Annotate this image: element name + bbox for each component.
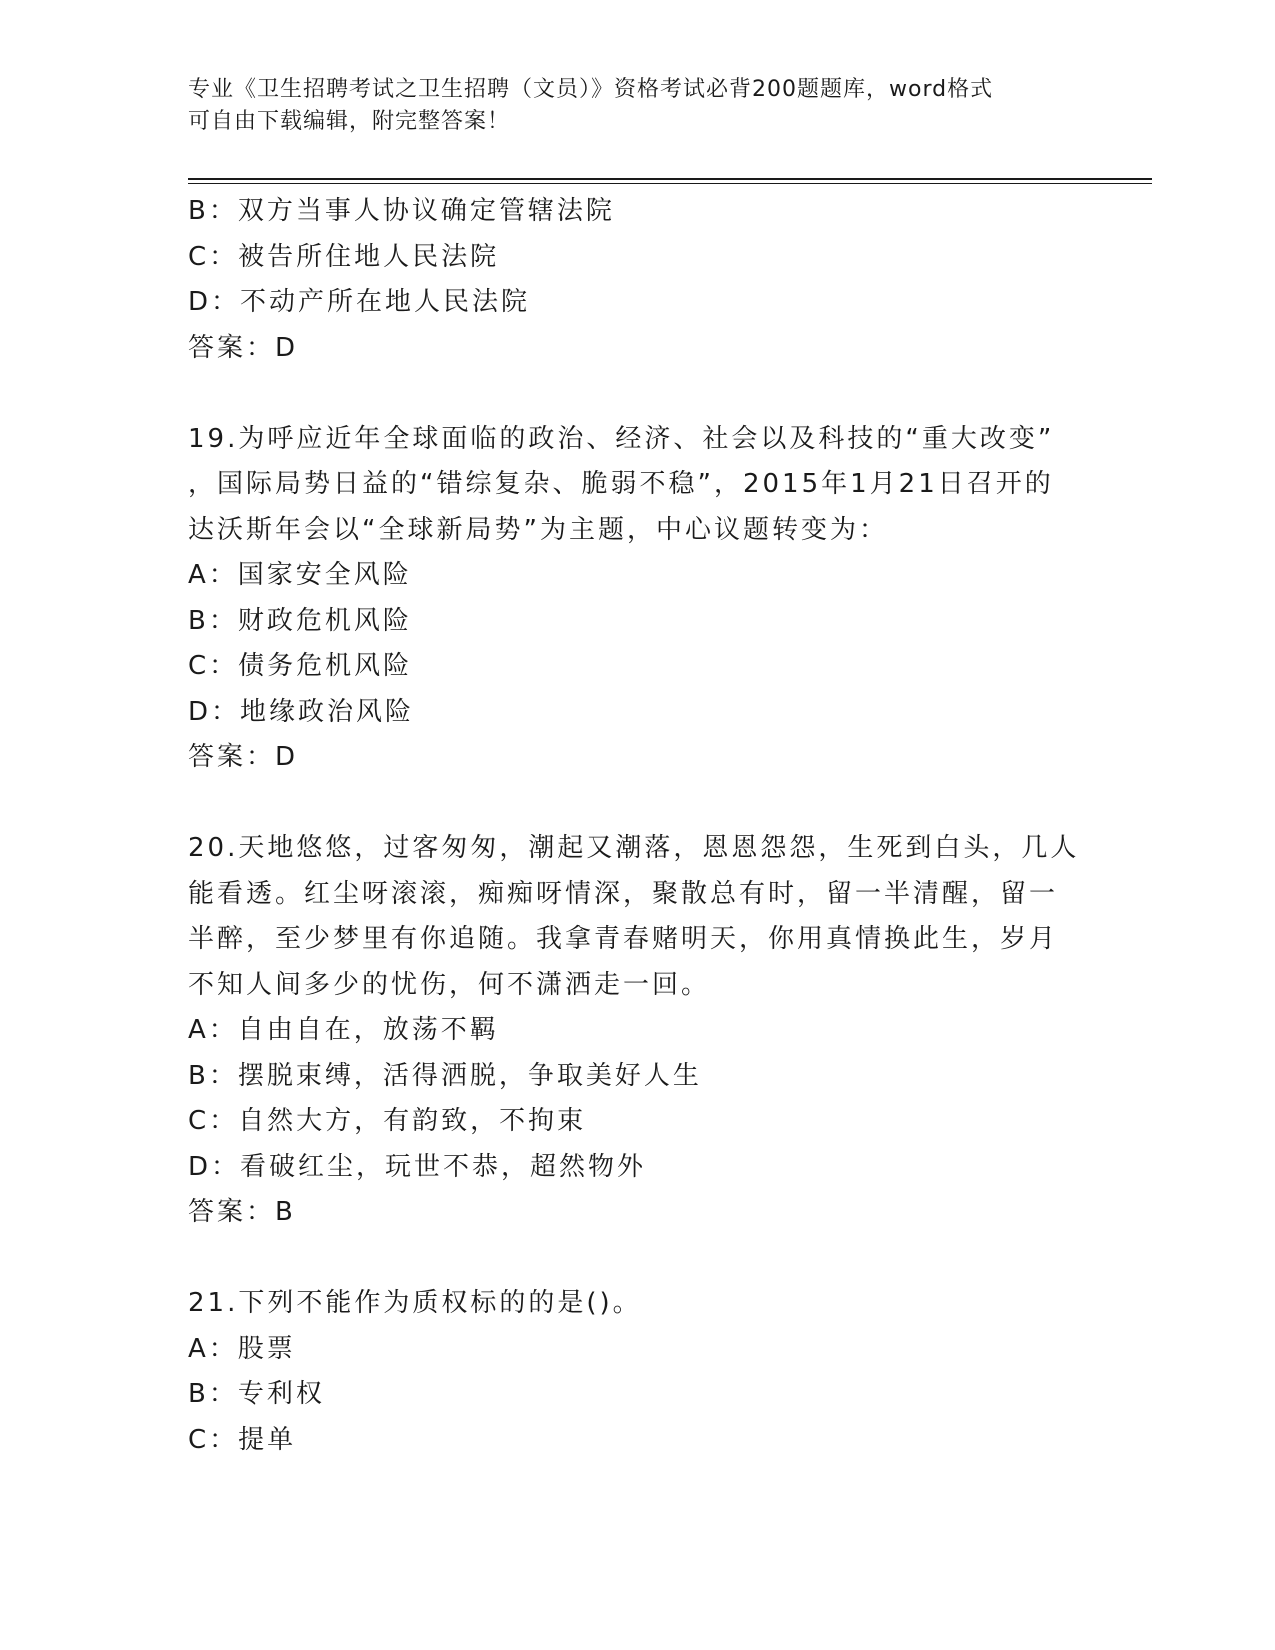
header-divider-thick bbox=[188, 178, 1152, 180]
spacer bbox=[188, 1236, 1128, 1282]
question-stem-line: 不知人间多少的忧伤，何不潇洒走一回。 bbox=[188, 969, 711, 1000]
option-d: D：看破红尘，玩世不恭，超然物外 bbox=[188, 1151, 647, 1182]
question-19 bbox=[188, 417, 1128, 781]
option-c: C：自然大方，有韵致，不拘束 bbox=[188, 1106, 587, 1136]
spacer bbox=[188, 371, 1128, 417]
document-header bbox=[188, 74, 1068, 138]
option-c: C：债务危机风险 bbox=[188, 651, 413, 681]
question-21 bbox=[188, 1281, 1128, 1463]
option-c: C：被告所住地人民法院 bbox=[188, 241, 500, 272]
question-18 bbox=[188, 189, 1128, 371]
spacer bbox=[188, 781, 1128, 827]
answer: 答案：D bbox=[188, 332, 299, 363]
answer: 答案：B bbox=[188, 1197, 296, 1227]
question-stem-line: 20.天地悠悠，过客匆匆，潮起又潮落，恩恩怨怨，生死到白头，几人 bbox=[188, 833, 1080, 863]
option-b: B：专利权 bbox=[188, 1379, 325, 1409]
option-a: A：国家安全风险 bbox=[188, 560, 412, 590]
question-stem-line: 19.为呼应近年全球面临的政治、经济、社会以及科技的“重大改变” bbox=[188, 423, 1055, 454]
question-stem-line: 21.下列不能作为质权标的的是()。 bbox=[188, 1288, 642, 1318]
header-line: 可自由下载编辑，附完整答案！ bbox=[188, 109, 511, 134]
question-stem-line: ，国际局势日益的“错综复杂、脆弱不稳”，2015年1月21日召开的 bbox=[188, 469, 1054, 499]
question-stem-line: 能看透。红尘呀滚滚，痴痴呀情深，聚散总有时，留一半清醒，留一 bbox=[188, 878, 1059, 909]
header-line: 专业《卫生招聘考试之卫生招聘（文员）》资格考试必背200题题库，word格式 bbox=[188, 77, 994, 102]
option-b: B：双方当事人协议确定管辖法院 bbox=[188, 196, 615, 226]
option-d: D：地缘政治风险 bbox=[188, 696, 415, 727]
option-b: B：财政危机风险 bbox=[188, 605, 412, 636]
question-stem-line: 达沃斯年会以“全球新局势”为主题，中心议题转变为： bbox=[188, 514, 888, 545]
question-list bbox=[188, 189, 1128, 1463]
option-d: D：不动产所在地人民法院 bbox=[188, 287, 531, 317]
option-a: A：自由自在，放荡不羁 bbox=[188, 1015, 499, 1045]
header-divider-thin bbox=[188, 183, 1152, 184]
question-20 bbox=[188, 826, 1128, 1236]
option-a: A：股票 bbox=[188, 1333, 296, 1364]
option-b: B：摆脱束缚，活得洒脱，争取美好人生 bbox=[188, 1060, 702, 1091]
question-stem-line: 半醉，至少梦里有你追随。我拿青春赌明天，你用真情换此生，岁月 bbox=[188, 924, 1059, 954]
option-c: C：提单 bbox=[188, 1424, 297, 1455]
answer: 答案：D bbox=[188, 742, 299, 772]
